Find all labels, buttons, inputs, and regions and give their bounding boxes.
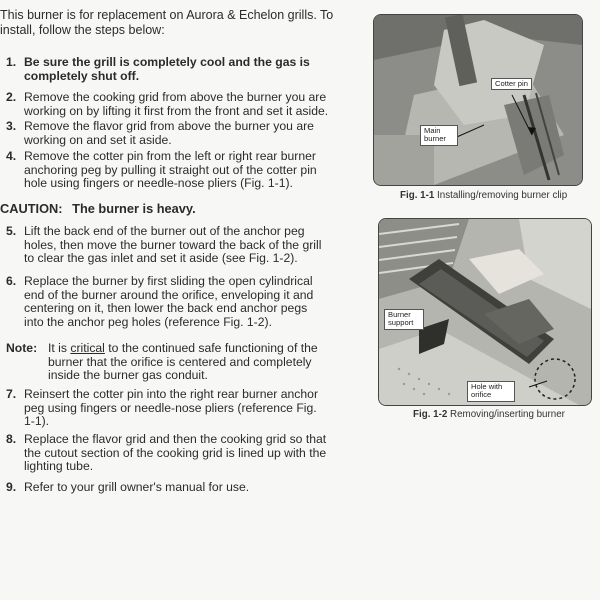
fig-1-1-number: Fig. 1-1 xyxy=(400,190,435,201)
caution-label: CAUTION: xyxy=(0,201,63,216)
step-8 xyxy=(0,433,330,474)
step-number: 3. xyxy=(6,119,17,133)
step-number: 5. xyxy=(6,224,17,238)
step-2 xyxy=(0,91,330,118)
step-text: Lift the back end of the burner out of the anchor peg holes, then move the burner toward the back of the grill to clear the gas inlet and set it aside (see Fig. 1-2). xyxy=(24,224,322,266)
note-block xyxy=(6,342,326,383)
callout-main-burner: Main burner xyxy=(420,125,458,146)
fig-1-1-caption-text: Installing/removing burner clip xyxy=(437,190,568,201)
note-text xyxy=(6,342,326,383)
step-9 xyxy=(0,481,330,495)
step-5 xyxy=(0,225,330,266)
step-number: 4. xyxy=(6,149,17,163)
caution-line xyxy=(0,201,196,216)
step-number: 8. xyxy=(6,432,17,446)
note-text-after: to the continued safe functioning of the burner that the orifice is centered and completely inside the burner gas conduit. xyxy=(48,341,318,383)
fig-1-1-caption xyxy=(400,190,567,201)
caution-text: The burner is heavy. xyxy=(72,201,196,216)
callout-burner-support: Burner support xyxy=(384,309,424,330)
note-label: Note: xyxy=(6,341,38,355)
step-7 xyxy=(0,388,330,429)
step-4 xyxy=(0,150,330,191)
step-number: 1. xyxy=(6,55,17,69)
step-number: 6. xyxy=(6,274,17,288)
step-text: Replace the flavor grid and then the cooking grid so that the cutout section of the cooking grid is lined up with the lighting tube. xyxy=(24,432,327,474)
fig-1-1-illustration xyxy=(374,15,582,185)
step-number: 2. xyxy=(6,90,17,104)
step-text: Replace the burner by first sliding the open cylindrical end of the burner around the orifice, enveloping it and centering on it, then lower the back end anchor pegs into the anchor peg holes (reference Fig. 1-2). xyxy=(24,274,314,329)
callout-cotter-pin: Cotter pin xyxy=(491,78,532,90)
fig-1-2-caption-text: Removing/inserting burner xyxy=(450,409,565,420)
step-3 xyxy=(0,120,330,147)
fig-1-2-photo xyxy=(378,218,592,406)
step-text: Reinsert the cotter pin into the right rear burner anchor peg using fingers or needle-nose pliers (reference Fig. 1-1). xyxy=(24,387,319,429)
note-text-before: It is xyxy=(48,341,71,355)
fig-1-1-photo xyxy=(373,14,583,186)
fig-1-2-caption xyxy=(413,409,565,420)
step-1 xyxy=(0,56,330,83)
step-number: 7. xyxy=(6,387,17,401)
note-emphasis: critical xyxy=(70,341,105,355)
step-text: Refer to your grill owner's manual for use. xyxy=(24,480,250,494)
step-text: Be sure the grill is completely cool and the gas is completely shut off. xyxy=(24,55,310,83)
step-text: Remove the cooking grid from above the burner you are working on by lifting it first from the front and set it aside. xyxy=(24,90,329,118)
step-text: Remove the flavor grid from above the burner you are working on and set it aside. xyxy=(24,119,314,147)
step-text: Remove the cotter pin from the left or right rear burner anchoring peg by pulling it straight out of the cotter pin hole using fingers or needle-nose pliers (Fig. 1-1). xyxy=(24,149,317,191)
intro-text: This burner is for replacement on Aurora & Echelon grills. To install, follow the steps below: xyxy=(0,8,334,37)
step-number: 9. xyxy=(6,480,17,494)
fig-1-2-number: Fig. 1-2 xyxy=(413,409,448,420)
step-6 xyxy=(0,275,330,329)
callout-hole-with-orifice: Hole with orifice xyxy=(467,381,515,402)
